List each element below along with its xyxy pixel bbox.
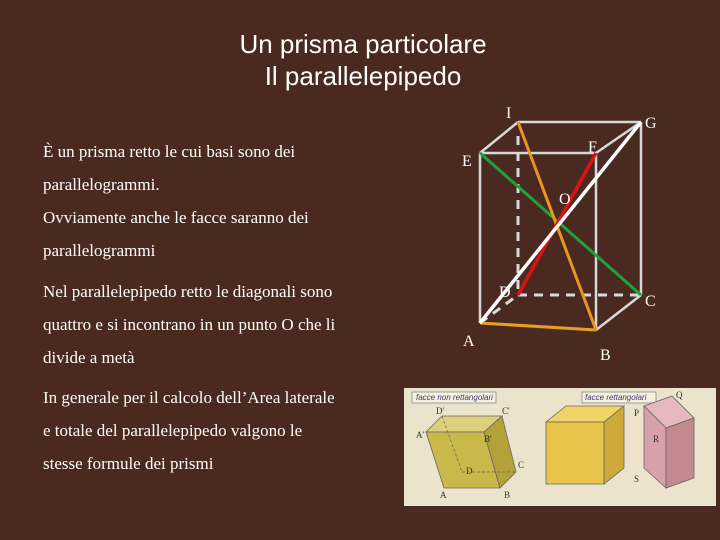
label-D-prime: D' xyxy=(436,406,445,416)
label-B-prime: B' xyxy=(484,434,492,444)
vertex-label-F: F xyxy=(588,139,597,156)
paragraph-line: e totale del parallelepipedo valgono le xyxy=(43,421,303,440)
label-A: A xyxy=(440,490,447,500)
label-C-prime: C' xyxy=(502,406,510,416)
paragraph-line: È un prisma retto le cui basi sono dei xyxy=(43,142,296,161)
vertex-label-O: O xyxy=(559,191,571,208)
label-D: D xyxy=(466,466,473,476)
title-line-2: Il parallelepipedo xyxy=(264,61,462,91)
label-S: S xyxy=(634,474,640,484)
paragraph-line: Ovviamente anche le facce saranno dei xyxy=(43,208,309,227)
tag-rectangular: facce rettangolari xyxy=(585,393,647,402)
vertex-label-E: E xyxy=(462,153,472,170)
title-line-1: Un prisma particolare xyxy=(239,29,487,59)
vertex-label-I: I xyxy=(506,105,512,122)
paragraph-line: In generale per il calcolo dell’Area laterale xyxy=(43,388,335,407)
paragraph-line: quattro e si incontrano in un punto O che li xyxy=(43,315,336,334)
label-B: B xyxy=(504,490,511,500)
label-A-prime: A' xyxy=(416,430,425,440)
paragraph-line: parallelogrammi xyxy=(43,241,156,260)
paragraph-line: stesse formule dei prismi xyxy=(43,454,214,473)
right-prism-front xyxy=(546,422,604,484)
rect-prism-side xyxy=(666,418,694,488)
edge-bottom-front xyxy=(480,323,596,330)
edge-bottom-right xyxy=(596,295,641,330)
label-C: C xyxy=(518,460,525,470)
label-Q: Q xyxy=(676,390,683,400)
paragraph-line: divide a metà xyxy=(43,348,135,367)
reference-image xyxy=(404,388,716,506)
label-R: R xyxy=(653,434,660,444)
reference-prisms-illustration xyxy=(404,388,716,506)
paragraph-line: parallelogrammi. xyxy=(43,175,160,194)
diagonal-red xyxy=(518,153,596,295)
vertex-label-G: G xyxy=(645,115,657,132)
vertex-label-A: A xyxy=(463,333,475,350)
edge-top-left xyxy=(480,122,518,153)
vertex-label-B: B xyxy=(600,347,611,364)
tag-non-rectangular: facce non rettangolari xyxy=(416,393,493,402)
vertex-label-C: C xyxy=(645,293,656,310)
paragraph-line: Nel parallelepipedo retto le diagonali sono xyxy=(43,282,333,301)
vertex-label-D: D xyxy=(499,284,511,301)
label-P: P xyxy=(634,408,640,418)
